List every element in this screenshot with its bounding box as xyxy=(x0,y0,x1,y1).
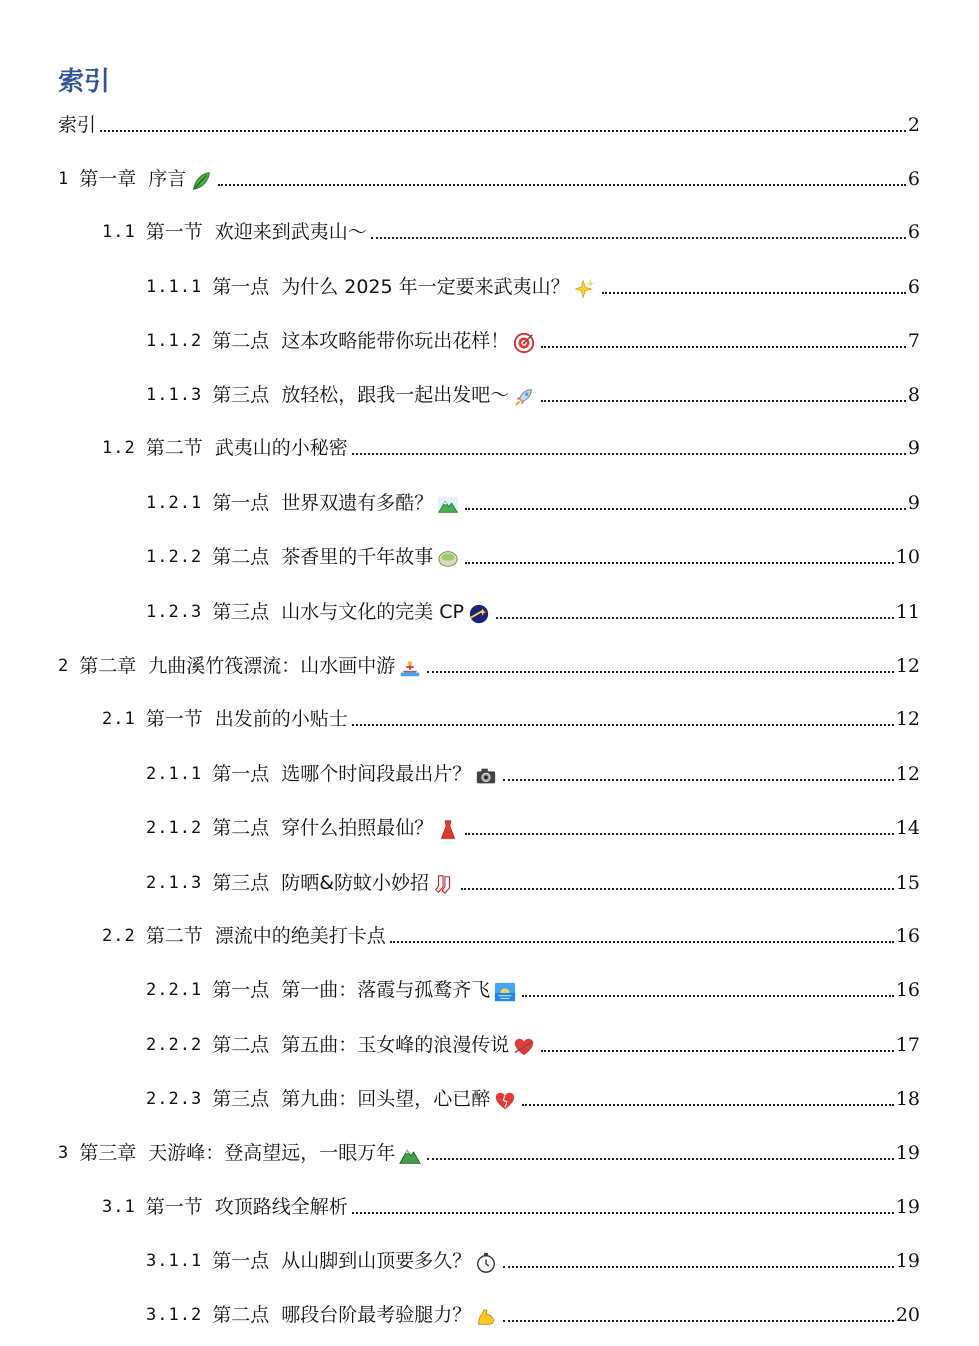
toc-entry-title: 哪段台阶最考验腿力？ xyxy=(281,1304,472,1326)
dot-leader xyxy=(465,833,894,835)
toc-entry-title: 茶香里的千年故事 xyxy=(281,546,434,568)
toc-entry-label: 第一节 xyxy=(145,1196,203,1218)
toc-entry-label: 第二点 xyxy=(212,1034,270,1056)
sunset-icon xyxy=(494,981,516,1003)
toc-entry-number: 2.1.3 xyxy=(146,873,203,893)
toc-entry-label: 第三点 xyxy=(212,601,270,623)
camera-icon xyxy=(475,765,497,787)
muscle-icon xyxy=(475,1306,497,1328)
toc-entry-title: 序言 xyxy=(148,168,187,190)
toc-entry[interactable] xyxy=(146,486,920,516)
toc-entry-page-number: 8 xyxy=(907,384,920,406)
toc-entry-number: 1 xyxy=(58,169,70,189)
toc-entry-title: 武夷山的小秘密 xyxy=(214,437,348,459)
toc-entry-number: 3.1 xyxy=(102,1197,136,1217)
dot-leader xyxy=(541,1050,894,1052)
mountain-green-icon xyxy=(399,1144,421,1166)
toc-entry-page-number: 12 xyxy=(895,763,920,785)
toc-entry-page-number: 6 xyxy=(907,168,920,190)
dot-leader xyxy=(503,1320,894,1322)
heart-icon xyxy=(494,1090,516,1112)
toc-entry-title: 攻顶路线全解析 xyxy=(214,1196,348,1218)
toc-entry-page-number: 19 xyxy=(895,1142,920,1164)
mountain-icon xyxy=(437,494,459,516)
toc-entry-label: 第二点 xyxy=(212,546,270,568)
toc-entry-label: 第三点 xyxy=(212,384,270,406)
toc-entry-page-number: 18 xyxy=(895,1088,920,1110)
toc-entry-label: 第一点 xyxy=(212,492,270,514)
toc-entry[interactable] xyxy=(146,540,920,570)
dot-leader xyxy=(503,779,894,781)
dot-leader xyxy=(100,130,906,132)
dot-leader xyxy=(218,184,906,186)
toc-entry-number: 2 xyxy=(58,656,70,676)
toc-entry-title: 穿什么拍照最仙？ xyxy=(281,817,434,839)
toc-entry-title: 放轻松，跟我一起出发吧～ xyxy=(281,384,510,406)
toc-entry[interactable] xyxy=(146,1244,920,1274)
dot-leader xyxy=(602,292,906,294)
toc-entry-title: 出发前的小贴士 xyxy=(214,708,348,730)
toc-entry-page-number: 15 xyxy=(895,872,920,894)
toc-entry[interactable] xyxy=(102,215,920,245)
toc-entry-title: 天游峰：登高望远，一眼万年 xyxy=(148,1142,396,1164)
toc-entry-page-number: 19 xyxy=(895,1250,920,1272)
dot-leader xyxy=(427,671,894,673)
tea-icon xyxy=(437,548,459,570)
target-icon xyxy=(513,332,535,354)
toc-entry-label: 第一章 xyxy=(79,168,137,190)
toc-entry-label: 第一点 xyxy=(212,763,270,785)
stopwatch-icon xyxy=(475,1252,497,1274)
toc-entry-number: 3.1.1 xyxy=(146,1251,203,1271)
toc-entry[interactable] xyxy=(58,1136,920,1166)
toc-entry-label: 第一点 xyxy=(212,979,270,1001)
toc-entry-label: 第一点 xyxy=(212,276,270,298)
toc-entry[interactable] xyxy=(146,1298,920,1328)
toc-entry-number: 2.2.2 xyxy=(146,1035,203,1055)
toc-entry-label: 第二章 xyxy=(79,655,137,677)
toc-entry-label: 第三点 xyxy=(212,1088,270,1110)
dot-leader xyxy=(461,888,894,890)
toc-entry-page-number: 11 xyxy=(895,601,920,623)
toc-entry-label: 第二点 xyxy=(212,330,270,352)
toc-entry-title: 防晒&防蚊小妙招 xyxy=(281,872,430,894)
toc-entry[interactable] xyxy=(146,1082,920,1112)
toc-entry-number: 3.1.2 xyxy=(146,1305,203,1325)
toc-entry-label: 第二点 xyxy=(212,1304,270,1326)
toc-entry-number: 1.2.2 xyxy=(146,547,203,567)
toc-entry-title: 索引 xyxy=(58,114,97,136)
toc-entry-page-number: 6 xyxy=(907,276,920,298)
toc-entry-page-number: 19 xyxy=(895,1196,920,1218)
toc-entry-page-number: 10 xyxy=(895,546,920,568)
heart-arrow-icon xyxy=(513,1036,535,1058)
toc-entry-title: 第五曲：玉女峰的浪漫传说 xyxy=(281,1034,510,1056)
toc-entry-title: 这本攻略能带你玩出花样！ xyxy=(281,330,510,352)
toc-entry-page-number: 12 xyxy=(895,655,920,677)
toc-entry-page-number: 9 xyxy=(907,492,920,514)
toc-entry-number: 1.1 xyxy=(102,222,136,242)
toc-entry-number: 3 xyxy=(58,1143,70,1163)
dot-leader xyxy=(371,237,906,239)
toc-entry[interactable] xyxy=(146,866,920,896)
dot-leader xyxy=(465,562,894,564)
dot-leader xyxy=(541,400,906,402)
toc-entry-title: 为什么 2025 年一定要来武夷山？ xyxy=(281,276,570,298)
toc-entry-page-number: 16 xyxy=(895,925,920,947)
toc-entry-number: 1.1.2 xyxy=(146,331,203,351)
dot-leader xyxy=(352,724,894,726)
toc-entry-page-number: 16 xyxy=(895,979,920,1001)
dot-leader xyxy=(352,453,906,455)
toc-entry-title: 山水与文化的完美 CP xyxy=(281,601,464,623)
toc-entry-title: 从山脚到山顶要多久？ xyxy=(281,1250,472,1272)
toc-entry-page-number: 7 xyxy=(907,330,920,352)
toc-entry-number: 1.1.1 xyxy=(146,277,203,297)
toc-entry[interactable] xyxy=(146,324,920,354)
toc-entry-title: 选哪个时间段最出片？ xyxy=(281,763,472,785)
toc-entry-label: 第三章 xyxy=(79,1142,137,1164)
dot-leader xyxy=(503,1266,894,1268)
toc-entry-number: 2.2 xyxy=(102,926,136,946)
toc-entry-number: 2.1 xyxy=(102,709,136,729)
toc-entry-page-number: 6 xyxy=(907,221,920,243)
rocket-icon xyxy=(513,386,535,408)
toc-entry-label: 第二节 xyxy=(145,437,203,459)
toc-entry-number: 1.2.3 xyxy=(146,602,203,622)
socks-icon xyxy=(433,874,455,896)
toc-entry-number: 2.2.1 xyxy=(146,980,203,1000)
toc-entry[interactable] xyxy=(102,431,920,461)
dot-leader xyxy=(390,941,894,943)
toc-entry-number: 1.2.1 xyxy=(146,493,203,513)
toc-entry[interactable] xyxy=(146,378,920,408)
toc-entry-label: 第三点 xyxy=(212,872,270,894)
toc-entry[interactable] xyxy=(58,162,920,192)
toc-entry-label: 第二节 xyxy=(145,925,203,947)
toc-entry[interactable] xyxy=(102,702,920,732)
toc-entry[interactable] xyxy=(146,595,920,625)
shooting-star-icon xyxy=(468,603,490,625)
toc-entry-title: 第一曲：落霞与孤鹜齐飞 xyxy=(281,979,491,1001)
toc-entry[interactable] xyxy=(58,108,920,138)
toc-entry[interactable] xyxy=(146,1028,920,1058)
toc-entry-page-number: 17 xyxy=(895,1034,920,1056)
toc-entry-title: 世界双遗有多酷？ xyxy=(281,492,434,514)
dot-leader xyxy=(427,1158,894,1160)
dot-leader xyxy=(522,995,894,997)
toc-entry[interactable] xyxy=(146,811,920,841)
toc-entry-title: 第九曲：回头望，心已醉 xyxy=(281,1088,491,1110)
toc-entry-number: 1.1.3 xyxy=(146,385,203,405)
leaf-icon xyxy=(190,170,212,192)
toc-entry-title: 漂流中的绝美打卡点 xyxy=(214,925,386,947)
page-title: 索引 xyxy=(58,67,111,97)
toc-entry[interactable] xyxy=(146,757,920,787)
toc-entry-title: 九曲溪竹筏漂流：山水画中游 xyxy=(148,655,396,677)
toc-entry[interactable] xyxy=(146,270,920,300)
dot-leader xyxy=(465,508,906,510)
rafting-icon xyxy=(399,657,421,679)
toc-entry-number: 2.1.2 xyxy=(146,818,203,838)
dress-icon xyxy=(437,819,459,841)
dot-leader xyxy=(352,1212,894,1214)
toc-entry-label: 第一节 xyxy=(145,221,203,243)
toc-entry-label: 第二点 xyxy=(212,817,270,839)
toc-entry-page-number: 2 xyxy=(907,114,920,136)
toc-entry[interactable] xyxy=(146,973,920,1003)
toc-entry-number: 2.1.1 xyxy=(146,764,203,784)
sparkles-icon xyxy=(574,278,596,300)
dot-leader xyxy=(496,617,894,619)
toc-entry[interactable] xyxy=(102,1190,920,1220)
toc-entry-label: 第一节 xyxy=(145,708,203,730)
toc-entry-number: 1.2 xyxy=(102,438,136,458)
toc-entry-label: 第一点 xyxy=(212,1250,270,1272)
dot-leader xyxy=(522,1104,894,1106)
toc-entry[interactable] xyxy=(102,919,920,949)
toc-entry-page-number: 12 xyxy=(895,708,920,730)
toc-entry-number: 2.2.3 xyxy=(146,1089,203,1109)
toc-entry-title: 欢迎来到武夷山～ xyxy=(214,221,367,243)
toc-entry[interactable] xyxy=(58,649,920,679)
toc-entry-page-number: 9 xyxy=(907,437,920,459)
dot-leader xyxy=(541,346,906,348)
toc-entry-page-number: 20 xyxy=(895,1304,920,1326)
toc-entry-page-number: 14 xyxy=(895,817,920,839)
